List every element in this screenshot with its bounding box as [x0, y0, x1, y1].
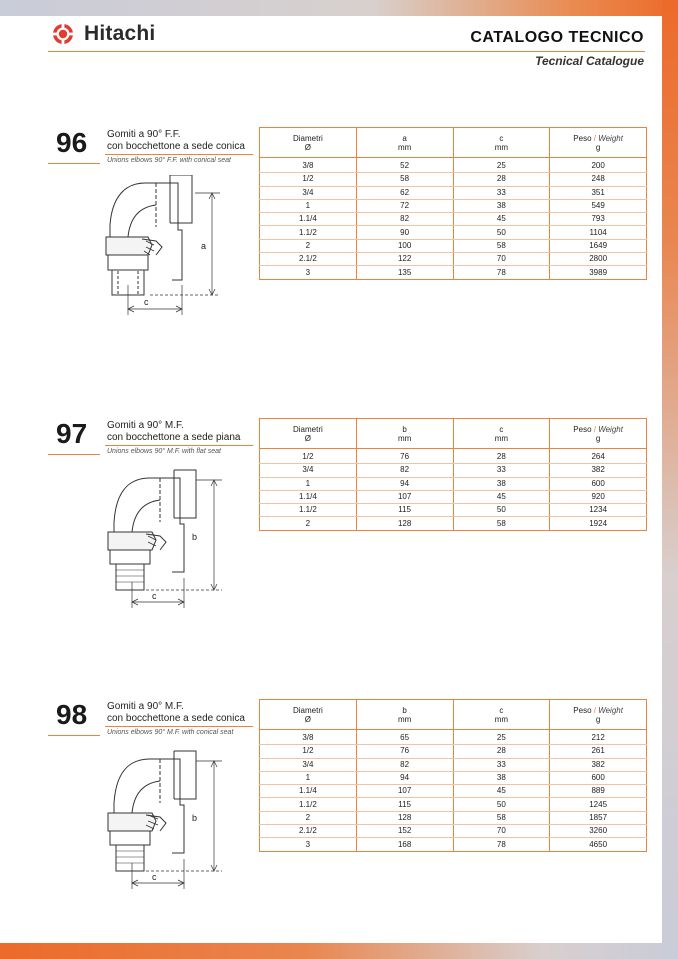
column-header-unit: mm	[397, 715, 412, 724]
product-subtitle-en: Unions elbows 90° M.F. with flat seat	[107, 448, 221, 455]
table-cell: 264	[550, 449, 647, 464]
table-cell: 33	[453, 464, 550, 477]
table-row	[260, 490, 647, 503]
table-row	[260, 213, 647, 226]
spec-table	[259, 418, 647, 531]
column-header-unit: g	[595, 434, 601, 443]
table-cell: 62	[356, 186, 453, 199]
column-header-diameter	[260, 419, 357, 449]
column-header-unit: g	[595, 143, 601, 152]
product-title-line1: Gomiti a 90° M.F.	[107, 701, 184, 712]
table-cell: 28	[453, 745, 550, 758]
column-header-label: b	[402, 706, 407, 715]
table-row	[260, 186, 647, 199]
table-cell: 549	[550, 199, 647, 212]
table-cell: 65	[356, 730, 453, 745]
table-cell: 1	[260, 477, 357, 490]
table-cell: 50	[453, 226, 550, 239]
column-header-label: a	[402, 134, 407, 143]
table-cell: 1.1/4	[260, 213, 357, 226]
code-underline	[48, 735, 100, 736]
table-cell: 115	[356, 504, 453, 517]
table-cell: 90	[356, 226, 453, 239]
column-header-unit: g	[595, 715, 601, 724]
product-code: 96	[56, 127, 88, 158]
column-header-unit: Ø	[304, 143, 311, 152]
table-cell: 1.1/2	[260, 504, 357, 517]
table-cell: 3	[305, 839, 311, 849]
catalogue-title: CATALOGO TECNICO	[470, 29, 644, 46]
dimension-label-vertical: b	[192, 813, 198, 823]
table-cell: 3/8	[260, 730, 357, 745]
column-header-label: Peso	[573, 425, 592, 434]
table-cell: 168	[356, 838, 453, 851]
table-row	[260, 798, 647, 811]
spec-table	[259, 127, 647, 280]
table-cell: 793	[550, 213, 647, 226]
table-cell: 38	[453, 771, 550, 784]
table-body	[260, 449, 647, 531]
column-header-weight	[550, 700, 647, 730]
product-code: 98	[56, 699, 88, 730]
table-cell: 128	[356, 811, 453, 824]
table-cell: 76	[356, 745, 453, 758]
table-cell: 135	[356, 266, 453, 279]
table-cell: 3989	[550, 266, 647, 279]
table-cell: 248	[550, 173, 647, 186]
table-cell: 50	[453, 504, 550, 517]
table-cell: 58	[453, 239, 550, 252]
column-header-unit: mm	[494, 434, 509, 443]
product-title-line1: Gomiti a 90° M.F.	[107, 420, 184, 431]
spec-table	[259, 699, 647, 852]
table-row	[260, 266, 647, 279]
column-header-weight	[550, 128, 647, 158]
product-title-line2: con bocchettone a sede conica	[107, 713, 245, 724]
dimension-label-vertical: a	[201, 241, 207, 251]
table-cell: 78	[453, 266, 550, 279]
table-cell: 3/8	[260, 158, 357, 173]
product-title-line2: con bocchettone a sede piana	[107, 432, 241, 443]
column-header-unit: Ø	[304, 715, 311, 724]
column-header-label-en: Weight	[598, 134, 623, 143]
table-cell: 45	[453, 490, 550, 503]
table-cell: 52	[356, 158, 453, 173]
table-cell: 33	[453, 758, 550, 771]
table-cell: 58	[453, 811, 550, 824]
table-cell: 351	[550, 186, 647, 199]
header-divider	[48, 51, 645, 52]
table-cell: 50	[453, 798, 550, 811]
table-row	[260, 838, 647, 851]
table-header-row	[260, 419, 647, 449]
column-header-b	[356, 419, 453, 449]
product-title-line2: con bocchettone a sede conica	[107, 141, 245, 152]
table-cell: 94	[356, 771, 453, 784]
table-cell: 152	[356, 825, 453, 838]
column-header-separator: /	[591, 706, 599, 715]
table-cell: 889	[550, 785, 647, 798]
column-header-a	[356, 128, 453, 158]
table-row	[260, 253, 647, 266]
right-border	[662, 0, 678, 959]
column-header-separator: /	[591, 134, 599, 143]
table-cell: 82	[356, 758, 453, 771]
elbow-mf-conical-drawing	[100, 747, 260, 897]
table-cell: 3/4	[260, 186, 357, 199]
column-header-label: Diametri	[292, 134, 323, 143]
table-cell: 1.1/4	[260, 785, 357, 798]
code-underline	[48, 454, 100, 455]
bottom-border	[0, 943, 678, 959]
column-header-diameter	[260, 128, 357, 158]
column-header-label: Peso	[573, 706, 592, 715]
table-cell: 58	[453, 517, 550, 530]
table-cell: 45	[453, 785, 550, 798]
column-header-c	[453, 419, 550, 449]
column-header-c	[453, 128, 550, 158]
column-header-weight	[550, 419, 647, 449]
table-cell: 1234	[550, 504, 647, 517]
table-cell: 100	[356, 239, 453, 252]
table-cell: 45	[453, 213, 550, 226]
table-header-row	[260, 128, 647, 158]
table-cell: 2.1/2	[260, 253, 357, 266]
table-cell: 1.1/2	[260, 798, 357, 811]
table-cell: 115	[356, 798, 453, 811]
table-row	[260, 785, 647, 798]
table-cell: 1/2	[260, 745, 357, 758]
elbow-mf-flat-drawing	[100, 466, 260, 616]
product-subtitle-en: Unions elbows 90° F.F. with conical seat	[107, 157, 231, 164]
column-header-unit: mm	[494, 715, 509, 724]
table-row	[260, 771, 647, 784]
table-cell: 107	[356, 785, 453, 798]
table-cell: 600	[550, 771, 647, 784]
dimension-label-horizontal: c	[152, 872, 157, 882]
table-row	[260, 517, 647, 530]
table-row	[260, 504, 647, 517]
table-cell: 1/2	[260, 449, 357, 464]
column-header-label: b	[402, 425, 407, 434]
column-header-separator: /	[591, 425, 599, 434]
hitachi-logo-icon	[52, 23, 74, 45]
title-underline	[105, 726, 253, 727]
column-header-unit: Ø	[304, 434, 311, 443]
table-cell: 122	[356, 253, 453, 266]
table-cell: 1924	[550, 517, 647, 530]
table-cell: 1245	[550, 798, 647, 811]
table-cell: 261	[550, 745, 647, 758]
dimension-label-horizontal: c	[152, 591, 157, 601]
table-row	[260, 730, 647, 745]
dimension-label-vertical: b	[192, 532, 198, 542]
table-cell: 1104	[550, 226, 647, 239]
column-header-label: c	[499, 425, 504, 434]
table-row	[260, 811, 647, 824]
table-cell: 4650	[550, 838, 647, 851]
table-row	[260, 449, 647, 464]
column-header-unit: mm	[397, 434, 412, 443]
table-cell: 600	[550, 477, 647, 490]
table-cell: 2	[260, 811, 357, 824]
table-cell: 382	[550, 464, 647, 477]
top-border	[0, 0, 678, 16]
table-cell: 33	[453, 186, 550, 199]
table-cell: 70	[453, 253, 550, 266]
table-cell: 94	[356, 477, 453, 490]
column-header-unit: mm	[397, 143, 412, 152]
table-cell: 25	[453, 158, 550, 173]
table-row	[260, 158, 647, 173]
table-cell: 3/4	[260, 464, 357, 477]
elbow-ff-conical-drawing	[100, 175, 260, 325]
product-code: 97	[56, 418, 88, 449]
table-cell: 1.1/4	[260, 490, 357, 503]
table-row	[260, 173, 647, 186]
table-cell: 25	[453, 730, 550, 745]
table-row	[260, 477, 647, 490]
table-cell: 920	[550, 490, 647, 503]
table-cell: 28	[453, 173, 550, 186]
table-cell: 70	[453, 825, 550, 838]
table-row	[260, 239, 647, 252]
table-row	[260, 226, 647, 239]
table-cell: 1	[260, 199, 357, 212]
title-underline	[105, 154, 253, 155]
table-header-row	[260, 700, 647, 730]
column-header-b	[356, 700, 453, 730]
product-subtitle-en: Unions elbows 90° M.F. with conical seat	[107, 729, 234, 736]
table-cell: 200	[550, 158, 647, 173]
table-cell: 38	[453, 477, 550, 490]
table-cell: 3	[305, 267, 311, 277]
column-header-label: c	[499, 134, 504, 143]
table-cell: 2	[305, 518, 311, 528]
product-title-line1: Gomiti a 90° F.F.	[107, 129, 181, 140]
table-cell: 82	[356, 464, 453, 477]
table-row	[260, 758, 647, 771]
column-header-unit: mm	[494, 143, 509, 152]
table-cell: 2.1/2	[260, 825, 357, 838]
table-row	[260, 745, 647, 758]
table-cell: 2	[260, 239, 357, 252]
table-cell: 1857	[550, 811, 647, 824]
table-cell: 72	[356, 199, 453, 212]
table-body	[260, 730, 647, 852]
column-header-label-en: Weight	[598, 706, 623, 715]
column-header-label: c	[499, 706, 504, 715]
title-underline	[105, 445, 253, 446]
table-cell: 78	[453, 838, 550, 851]
table-cell: 3/4	[260, 758, 357, 771]
table-cell: 76	[356, 449, 453, 464]
code-underline	[48, 163, 100, 164]
catalogue-subtitle: Tecnical Catalogue	[535, 54, 644, 68]
table-cell: 1649	[550, 239, 647, 252]
table-cell: 82	[356, 213, 453, 226]
table-cell: 382	[550, 758, 647, 771]
table-cell: 1.1/2	[260, 226, 357, 239]
brand-name: Hitachi	[84, 22, 156, 45]
table-row	[260, 464, 647, 477]
column-header-label: Diametri	[292, 706, 323, 715]
column-header-c	[453, 700, 550, 730]
table-cell: 38	[453, 199, 550, 212]
column-header-diameter	[260, 700, 357, 730]
table-row	[260, 199, 647, 212]
table-cell: 2800	[550, 253, 647, 266]
table-cell: 1	[260, 771, 357, 784]
table-cell: 128	[356, 517, 453, 530]
table-row	[260, 825, 647, 838]
table-cell: 107	[356, 490, 453, 503]
table-body	[260, 158, 647, 280]
table-cell: 28	[453, 449, 550, 464]
table-cell: 3260	[550, 825, 647, 838]
table-cell: 212	[550, 730, 647, 745]
column-header-label: Peso	[573, 134, 592, 143]
column-header-label: Diametri	[292, 425, 323, 434]
dimension-label-horizontal: c	[144, 297, 149, 307]
column-header-label-en: Weight	[598, 425, 623, 434]
table-cell: 58	[356, 173, 453, 186]
table-cell: 1/2	[260, 173, 357, 186]
